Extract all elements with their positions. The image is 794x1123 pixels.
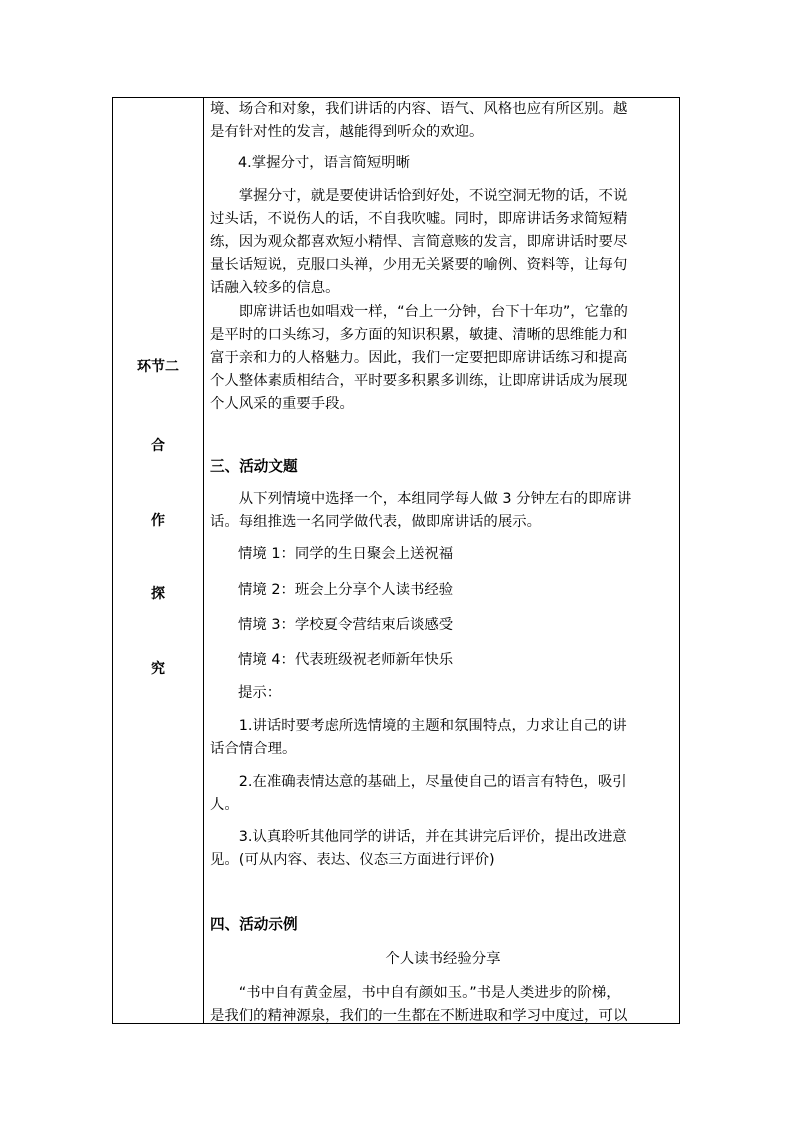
column-divider [203, 98, 204, 1023]
left-cell [113, 98, 203, 1023]
hint-2: 2.在准确表情达意的基础上，尽量使自己的语言有特色，吸引 人。 [210, 774, 627, 813]
hint-3: 3.认真聆听其他同学的讲话，并在其讲完后评价，提出改进意 见。(可从内容、表达、仪态三方面进行评价) [210, 829, 627, 868]
scenario-2: 情境 2：班会上分享个人读书经验 [238, 582, 454, 598]
section-char-4: 究 [151, 661, 165, 677]
section3-heading: 三、活动文题 [210, 458, 298, 475]
scenario-3: 情境 3：学校夏令营结束后谈感受 [238, 617, 454, 633]
section4-heading: 四、活动示例 [210, 916, 298, 933]
section-label: 环节二 [137, 359, 179, 375]
summary-paragraph: 即席讲话也如唱戏一样，“台上一分钟，台下十年功”，它靠的 是平时的口头练习，多方面的知识积累，敏捷、清晰的思维能力和 富于亲和力的人格魅力。因此，我们一定要把即席讲话练习和提高 个人整体素质相结合，平时要多积累多训练，让即席讲话成为展现 个人风采的重要手段。 [210, 304, 628, 412]
point4-paragraph: 掌握分寸，就是要使讲话恰到好处，不说空洞无物的话，不说 过头话，不说伤人的话，不自我吹嘘。同时，即席讲话务求简短精 练，因为观众都喜欢短小精悍、言简意赅的发言，即席讲话时要尽 量长话短说，克服口头禅，少用无关紧要的喻例、资料等，让每句 话融入较多的信息。 [210, 188, 628, 296]
example-paragraph: “书中自有黄金屋，书中自有颜如玉。”书是人类进步的阶梯， 是我们的精神源泉，我们的一生都在不断进取和学习中度过，可以 [210, 985, 628, 1024]
example-title: 个人读书经验分享 [385, 951, 501, 967]
section-char-2: 作 [151, 513, 165, 529]
section-char-3: 探 [151, 586, 165, 602]
hint-label: 提示： [238, 685, 282, 701]
scenario-4: 情境 4：代表班级祝老师新年快乐 [238, 652, 454, 668]
content-table [112, 97, 680, 1024]
section3-paragraph: 从下列情境中选择一个，本组同学每人做 3 分钟左右的即席讲 话。每组推选一名同学做代表，做即席讲话的展示。 [210, 491, 632, 530]
scenario-1: 情境 1：同学的生日聚会上送祝福 [238, 546, 454, 562]
section-char-1: 合 [151, 438, 165, 454]
intro-paragraph: 境、场合和对象，我们讲话的内容、语气、风格也应有所区别。越 是有针对性的发言，越能得到听众的欢迎。 [210, 101, 628, 140]
point4-heading: 4.掌握分寸，语言简短明晰 [238, 155, 411, 171]
hint-1: 1.讲话时要考虑所选情境的主题和氛围特点，力求让自己的讲 话合情合理。 [210, 718, 627, 757]
